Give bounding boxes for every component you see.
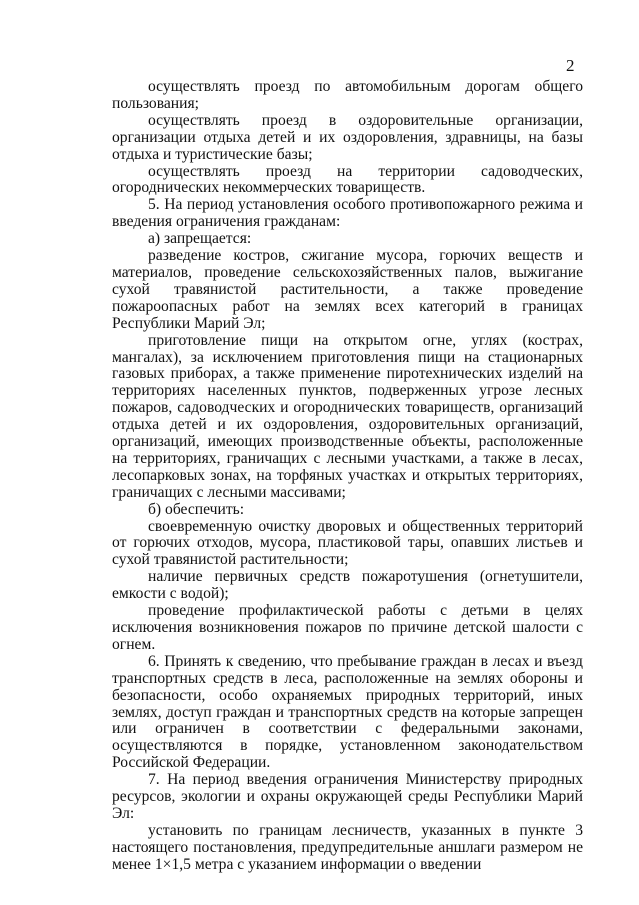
paragraph-6: разведение костров, сжигание мусора, горючих веществ и материалов, проведение сельскохозяйственных палов, выжигание сухой травянистой растительности, а также проведение пожароопасных работ на землях всех категорий в границах Республики Марий Эл; (112, 247, 583, 332)
paragraph-8: б) обеспечить: (148, 500, 245, 518)
paragraph-5: а) запрещается: (148, 230, 252, 248)
paragraph-12: 6. Принять к сведению, что пребывание граждан в лесах и въезд транспортных средств в леса, расположенные на землях обороны и безопасности, особо охраняемых природных территорий, иных землях, доступ граждан и транспортных средств на которые запрещен или ограничен в соответствии с федеральными законами, осуществляются в порядке, установленном законодательством Российской Федерации. (112, 652, 583, 772)
paragraph-7: приготовление пищи на открытом огне, углях (кострах, мангалах), за исключением приготовления пищи на стационарных газовых приборах, а также применение пиротехнических изделий на территориях населенных пунктов, подверженных угрозе лесных пожаров, садоводческих и огороднических товариществ, организаций отдыха детей и их оздоровления, оздоровительных организаций, организаций, имеющих производственные объекты, расположенные на территориях, граничащих с лесными участками, а также в лесах, лесопарковых зонах, на торфяных участках и открытых территориях, граничащих с лесными массивами; (112, 331, 583, 501)
paragraph-13: 7. На период введения ограничения Министерству природных ресурсов, экологии и охраны окружающей среды Республики Марий Эл: (112, 771, 583, 822)
paragraph-10: наличие первичных средств пожаротушения (огнетушители, емкости с водой); (112, 568, 583, 603)
paragraph-2: осуществлять проезд в оздоровительные организации, организации отдыха детей и их оздоровления, здравницы, на базы отдыха и туристические базы; (112, 111, 583, 163)
paragraph-14: установить по границам лесничеств, указанных в пункте 3 настоящего постановления, предупредительные аншлаги размером не менее 1×1,5 метра с указанием информации о введении (112, 821, 583, 873)
paragraph-1: осуществлять проезд по автомобильным дорогам общего пользования; (112, 78, 583, 112)
paragraph-9: своевременную очистку дворовых и общественных территорий от горючих отходов, мусора, пластиковой тары, опавших листьев и сухой травянистой растительности; (112, 517, 583, 569)
document-body (112, 79, 583, 874)
paragraph-11: проведение профилактической работы с детьми в целях исключения возникновения пожаров по причине детской шалости с огнем. (112, 602, 583, 653)
page-number: 2 (566, 56, 575, 75)
paragraph-3: осуществлять проезд на территории садоводческих, огороднических некоммерческих товариществ. (112, 162, 583, 197)
paragraph-4: 5. На период установления особого противопожарного режима и введения ограничения гражданам: (112, 196, 583, 231)
